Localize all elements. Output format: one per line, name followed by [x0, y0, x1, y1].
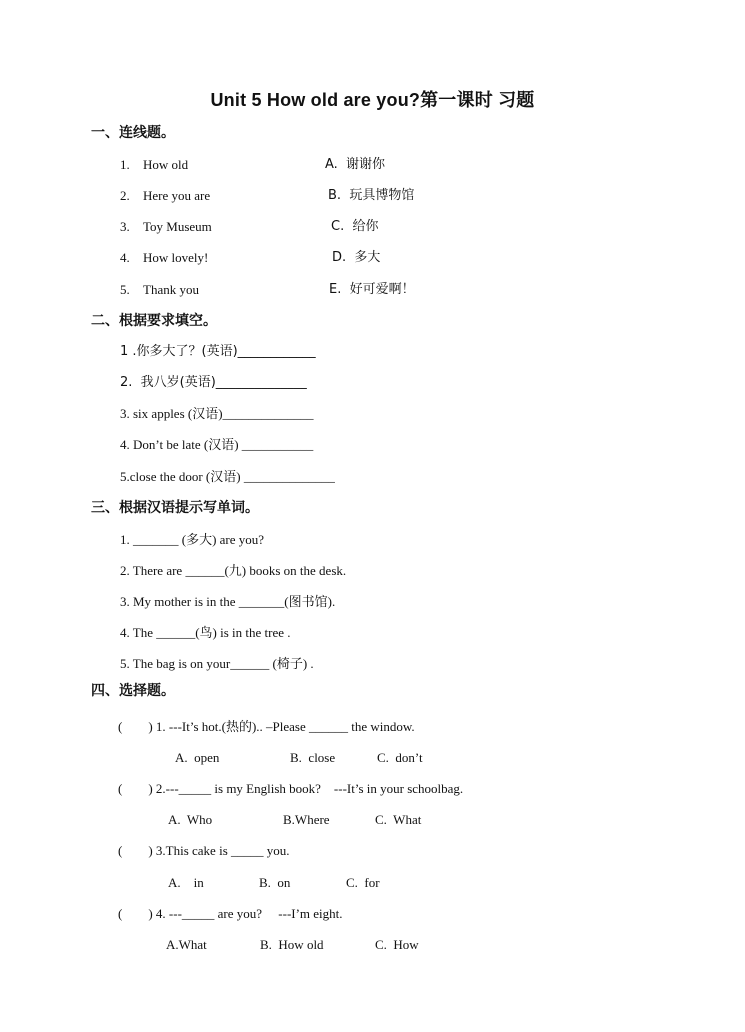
match-item-chinese: D. 多大 — [332, 250, 381, 265]
match-item-number: 2. — [120, 188, 130, 203]
match-item-number: 5. — [120, 282, 130, 297]
word-item: 1. _______ (多大) are you? — [120, 532, 265, 547]
fill-in-item: 3. six apples (汉语)______________ — [120, 406, 314, 421]
fill-in-item: 5.close the door (汉语) ______________ — [120, 469, 335, 484]
fill-in-item: 2. 我八岁(英语)______________ — [120, 375, 307, 390]
section-2-heading: 二、根据要求填空。 — [91, 313, 217, 329]
choice-question: ( ) 1. ---It’s hot.(热的).. –Please ______ the window. — [118, 719, 415, 734]
match-item-number: 3. — [120, 219, 130, 234]
match-item-chinese: B. 玩具博物馆 — [328, 188, 415, 203]
match-item-chinese: A. 谢谢你 — [325, 157, 386, 172]
choice-option: B. on — [259, 875, 291, 890]
word-item: 2. There are ______(九) books on the desk. — [120, 563, 347, 578]
match-item-number: 4. — [120, 250, 130, 265]
match-item-english: How lovely! — [143, 250, 209, 265]
match-item-english: Thank you — [143, 282, 199, 297]
match-item-number: 1. — [120, 157, 130, 172]
word-item: 5. The bag is on your______ (椅子) . — [120, 656, 314, 671]
choice-question: ( ) 3.This cake is _____ you. — [118, 843, 290, 858]
match-item-chinese: C. 给你 — [331, 219, 379, 234]
section-3-heading: 三、根据汉语提示写单词。 — [91, 500, 259, 516]
section-4-heading: 四、选择题。 — [91, 683, 175, 699]
page-title: Unit 5 How old are you?第一课时 习题 — [210, 90, 535, 110]
match-item-english: How old — [143, 157, 189, 172]
choice-option: A.What — [166, 937, 207, 952]
word-item: 3. My mother is in the _______(图书馆). — [120, 594, 336, 609]
choice-option: B. How old — [260, 937, 324, 952]
choice-question: ( ) 4. ---_____ are you? ---I’m eight. — [118, 906, 343, 921]
section-1-heading: 一、连线题。 — [91, 125, 175, 141]
fill-in-item: 4. Don’t be late (汉语) ___________ — [120, 437, 314, 452]
choice-option: A. in — [168, 875, 204, 890]
choice-option: A. open — [175, 750, 220, 765]
choice-option: A. Who — [168, 812, 213, 827]
match-item-english: Here you are — [143, 188, 211, 203]
choice-option: B. close — [290, 750, 336, 765]
match-item-chinese: E. 好可爱啊！ — [329, 282, 415, 297]
choice-option: C. don’t — [377, 750, 423, 765]
choice-option: C. How — [375, 937, 419, 952]
word-item: 4. The ______(鸟) is in the tree . — [120, 625, 291, 640]
choice-option: B.Where — [283, 812, 330, 827]
match-item-english: Toy Museum — [143, 219, 212, 234]
choice-option: C. for — [346, 875, 380, 890]
fill-in-item: 1 .你多大了？(英语)____________ — [120, 344, 316, 359]
choice-question: ( ) 2.---_____ is my English book? ---It’s in your schoolbag. — [118, 781, 464, 796]
choice-option: C. What — [375, 812, 422, 827]
